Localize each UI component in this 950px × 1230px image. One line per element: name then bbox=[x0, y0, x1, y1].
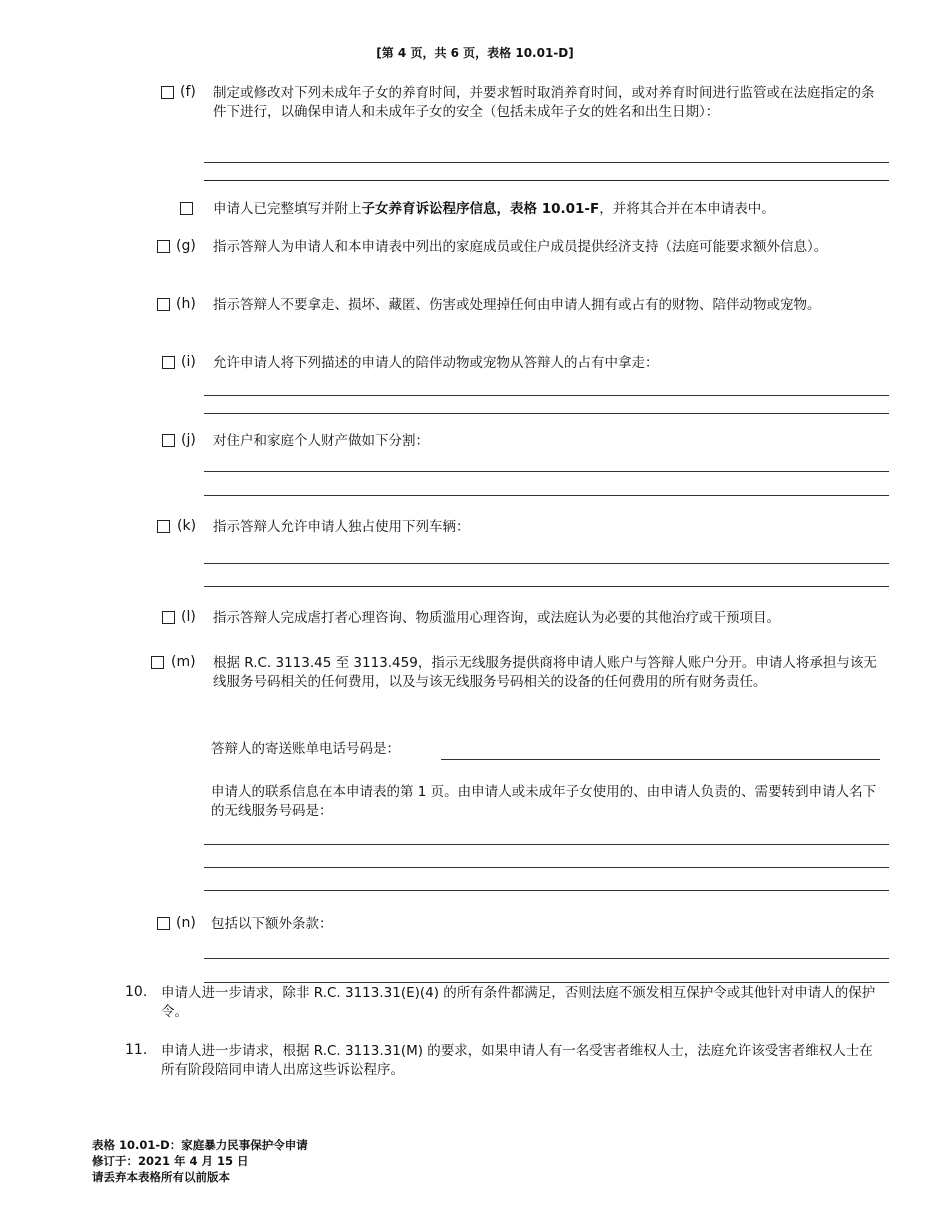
item-f-text: 制定或修改对下列未成年子女的养育时间，并要求暂时取消养育时间，或对养育时间进行监管或在法庭指定的条件下进行，以确保申请人和未成年子女的安全（包括未成年子女的姓名和出生日期）： bbox=[213, 85, 875, 120]
item-i-label: (i) bbox=[181, 354, 196, 370]
item-h-label: (h) bbox=[176, 296, 196, 312]
parenting-attachment-text bbox=[213, 200, 893, 219]
item-f-line-1[interactable] bbox=[204, 162, 889, 163]
checkbox-parenting-attached[interactable] bbox=[180, 202, 193, 215]
checkbox-j[interactable] bbox=[162, 434, 175, 447]
item-j-text: 对住户和家庭个人财产做如下分割： bbox=[213, 433, 429, 449]
page-header: [第 4 页，共 6 页，表格 10.01-D] bbox=[376, 46, 574, 60]
item-11-number: 11. bbox=[125, 1042, 148, 1058]
form-footer bbox=[92, 1137, 308, 1185]
item-n-label: (n) bbox=[176, 915, 196, 931]
item-i-line-1[interactable] bbox=[204, 395, 889, 396]
wireless-number-line-3[interactable] bbox=[204, 890, 889, 891]
footer-form-title: 表格 10.01-D：家庭暴力民事保护令申请 bbox=[92, 1138, 308, 1152]
item-j-line-1[interactable] bbox=[204, 471, 889, 472]
checkbox-k[interactable] bbox=[157, 520, 170, 533]
item-10-text: 申请人进一步请求，除非 R.C. 3113.31(E)(4) 的所有条件都满足，否则法庭不颁发相互保护令或其他针对申请人的保护令。 bbox=[161, 985, 876, 1020]
item-n-text: 包括以下额外条款： bbox=[211, 916, 333, 932]
item-h-text: 指示答辩人不要拿走、损坏、藏匿、伤害或处理掉任何由申请人拥有或占有的财物、陪伴动物或宠物。 bbox=[213, 297, 821, 313]
item-k-line-2[interactable] bbox=[204, 586, 889, 587]
checkbox-i[interactable] bbox=[162, 356, 175, 369]
checkbox-n[interactable] bbox=[157, 917, 170, 930]
item-i-line-2[interactable] bbox=[204, 413, 889, 414]
parenting-post: ，并将其合并在本申请表中。 bbox=[599, 201, 775, 217]
item-k-line-1[interactable] bbox=[204, 563, 889, 564]
wireless-contact-text: 申请人的联系信息在本申请表的第 1 页。由申请人或未成年子女使用的、由申请人负责的、需要转到申请人名下的无线服务号码是： bbox=[211, 784, 877, 819]
item-l-text: 指示答辩人完成虐打者心理咨询、物质滥用心理咨询，或法庭认为必要的其他治疗或干预项目。 bbox=[213, 610, 780, 626]
item-10-number: 10. bbox=[125, 984, 148, 1000]
checkbox-g[interactable] bbox=[157, 240, 170, 253]
checkbox-h[interactable] bbox=[157, 298, 170, 311]
item-k-text: 指示答辩人允许申请人独占使用下列车辆： bbox=[213, 519, 470, 535]
item-j-label: (j) bbox=[181, 432, 196, 448]
item-n-line-1[interactable] bbox=[204, 958, 889, 959]
item-g-text: 指示答辩人为申请人和本申请表中列出的家庭成员或住户成员提供经济支持（法庭可能要求额外信息）。 bbox=[213, 239, 828, 255]
item-k-label: (k) bbox=[177, 518, 197, 534]
billing-phone-line[interactable] bbox=[441, 759, 880, 760]
item-f-line-2[interactable] bbox=[204, 180, 889, 181]
item-f-label: (f) bbox=[180, 84, 196, 100]
checkbox-f[interactable] bbox=[161, 86, 174, 99]
item-m-text: 根据 R.C. 3113.45 至 3113.459，指示无线服务提供商将申请人账户与答辩人账户分开。申请人将承担与该无线服务号码相关的任何费用，以及与该无线服务号码相关的设备的任何费用的所有财务责任。 bbox=[213, 655, 877, 690]
parenting-pre: 申请人已完整填写并附上 bbox=[213, 201, 362, 217]
checkbox-m[interactable] bbox=[151, 656, 164, 669]
parenting-form-name: 子女养育诉讼程序信息，表格 10.01-F bbox=[361, 201, 600, 217]
item-l-label: (l) bbox=[181, 609, 196, 625]
item-n-line-2[interactable] bbox=[204, 982, 889, 983]
wireless-number-line-2[interactable] bbox=[204, 867, 889, 868]
item-11-text: 申请人进一步请求，根据 R.C. 3113.31(M) 的要求，如果申请人有一名受害者维权人士，法庭允许该受害者维权人士在所有阶段陪同申请人出席这些诉讼程序。 bbox=[161, 1043, 873, 1078]
billing-phone-label: 答辩人的寄送账单电话号码是： bbox=[211, 741, 400, 757]
wireless-number-line-1[interactable] bbox=[204, 844, 889, 845]
footer-revision-date: 修订于：2021 年 4 月 15 日 bbox=[92, 1154, 249, 1168]
item-j-line-2[interactable] bbox=[204, 495, 889, 496]
item-i-text: 允许申请人将下列描述的申请人的陪伴动物或宠物从答辩人的占有中拿走： bbox=[213, 355, 659, 371]
item-g-label: (g) bbox=[176, 238, 196, 254]
checkbox-l[interactable] bbox=[162, 611, 175, 624]
footer-discard-notice: 请丢弃本表格所有以前版本 bbox=[92, 1170, 230, 1184]
item-m-label: (m) bbox=[171, 654, 196, 670]
